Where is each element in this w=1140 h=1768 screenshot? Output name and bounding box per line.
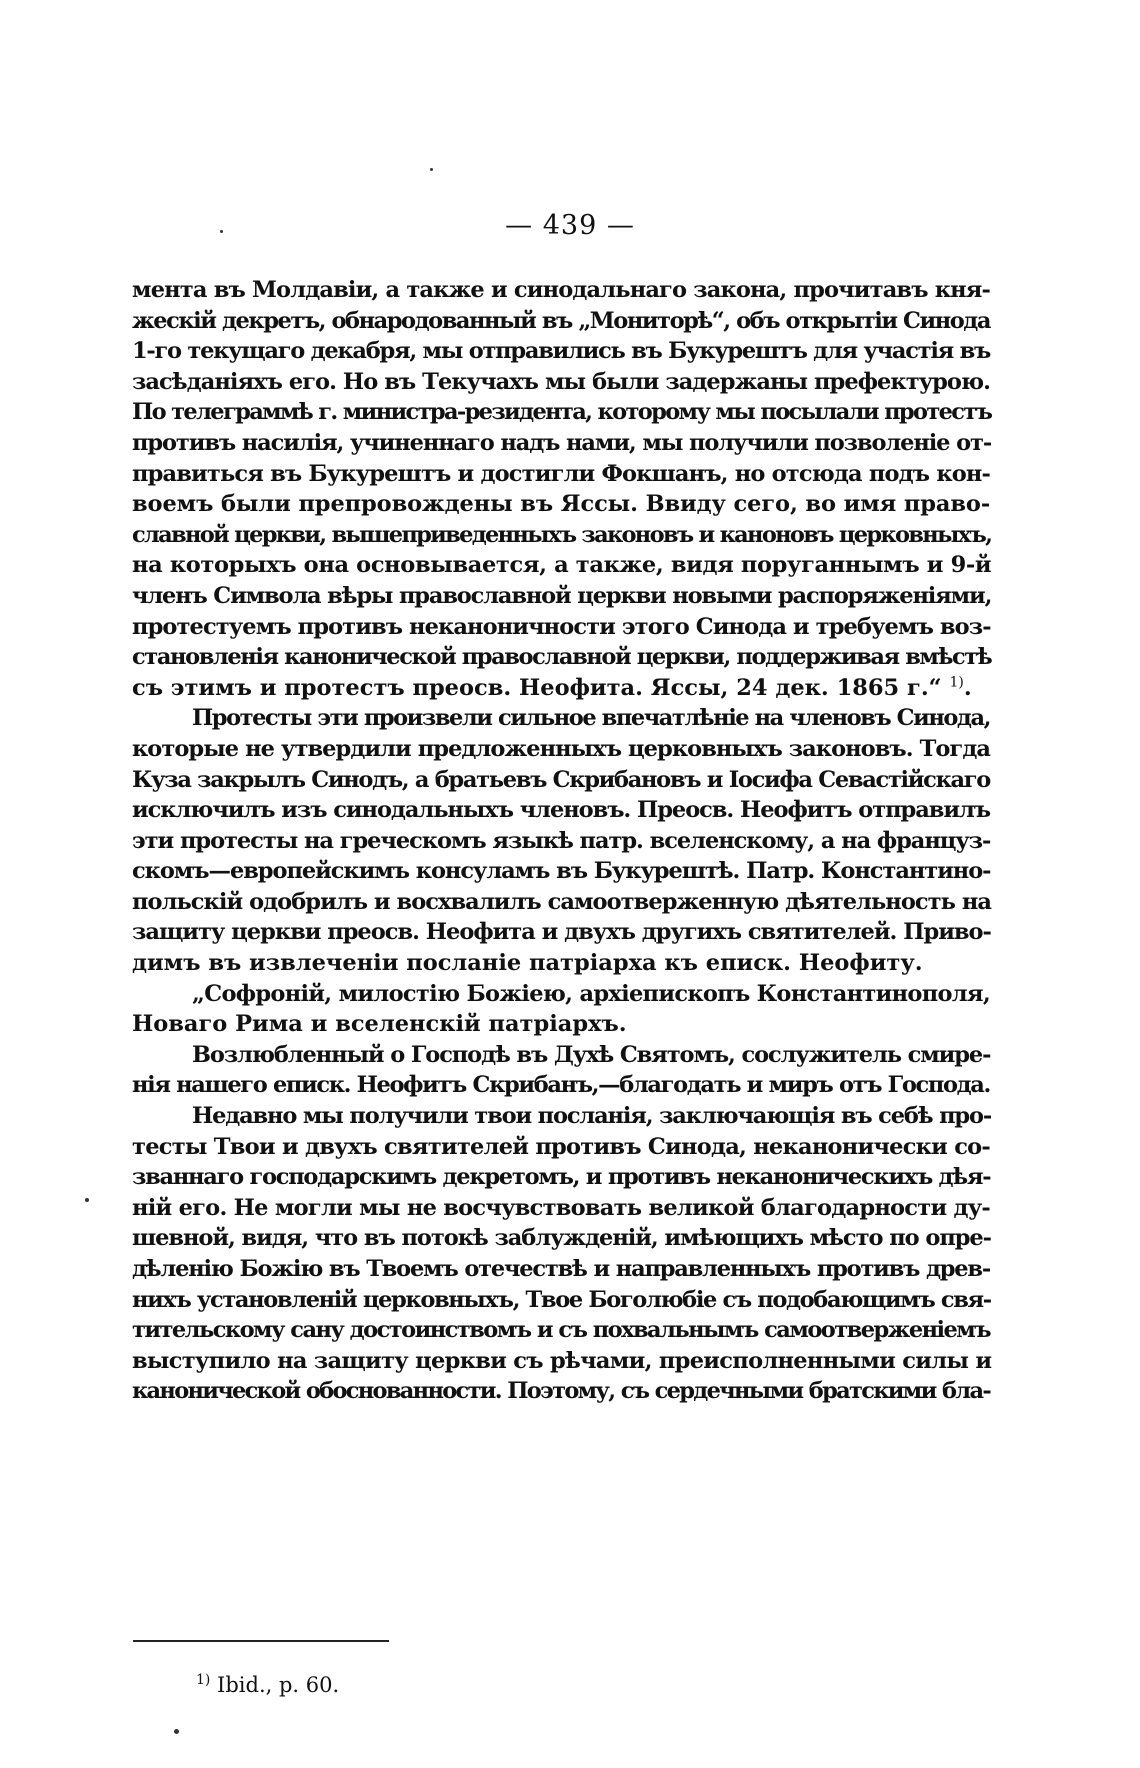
page-number: — 439 — <box>505 210 635 241</box>
paragraph <box>132 703 990 978</box>
text-line: димъ въ извлеченіи посланіе патріарха къ еписк. Неофиту. <box>132 950 923 977</box>
text-line: становленія канонической православной церкви, поддерживая вмѣстѣ <box>132 644 992 671</box>
text-line: Возлюбленный о Господѣ въ Духѣ Святомъ, сослужитель смире- <box>192 1041 991 1068</box>
text-line: канонической обоснованности. Поэтому, съ сердечными братскими бла- <box>132 1378 990 1405</box>
paragraph <box>132 1101 990 1407</box>
text-line: „Софроній, милостію Божіею, архіепископъ Константинополя, <box>192 980 990 1007</box>
scan-speck <box>430 168 433 171</box>
text-line: которые не утвердили предложенныхъ церковныхъ законовъ. Тогда <box>132 735 990 762</box>
footnote-divider <box>133 1640 389 1642</box>
text-segment: . <box>963 674 972 701</box>
text-line: членъ Символа вѣры православной церкви новыми распоряженіями, <box>132 582 992 609</box>
paragraph <box>132 1040 990 1101</box>
text-line: мента въ Молдавіи, а также и синодальнаго закона, прочитавъ кня- <box>132 277 990 303</box>
text-line: тительскому сану достоинствомъ и съ похвальнымъ самоотверженіемъ <box>132 1317 990 1344</box>
paragraph <box>132 979 990 1040</box>
scan-speck <box>174 1729 179 1734</box>
text-line: Протесты эти произвели сильное впечатлѣніе на членовъ Синода, <box>192 705 990 732</box>
text-line: тесты Твои и двухъ святителей противъ Синода, неканонически со- <box>132 1133 990 1160</box>
text-line: воемъ были препровождены въ Яссы. Ввиду сего, во имя право- <box>132 491 991 518</box>
text-line: выступило на защиту церкви съ рѣчами, преисполненными силы и <box>132 1347 992 1374</box>
scan-speck <box>85 1198 89 1202</box>
text-line <box>132 673 990 704</box>
text-line: исключилъ изъ синодальныхъ членовъ. Преосв. Неофитъ отправилъ <box>132 797 990 824</box>
text-line: По телеграммѣ г. министра-резидента, которому мы посылали протестъ <box>132 399 992 426</box>
text-line: шевной, видя, что въ потокѣ заблужденій, имѣющихъ мѣсто по опре- <box>132 1225 991 1252</box>
text-line: ній его. Не могли мы не восчувствовать великой благодарности ду- <box>132 1194 990 1221</box>
body-text <box>132 275 990 1407</box>
text-line: правиться въ Букурештъ и достигли Фокшанъ, но отсюда подъ кон- <box>132 460 990 487</box>
text-line: Новаго Рима и вселенскій патріархъ. <box>132 1011 627 1038</box>
footnote-text: Ibid., p. 60. <box>210 1673 340 1697</box>
footnote-marker: 1) <box>196 1672 211 1688</box>
text-line: противъ насилія, учиненнаго надъ нами, мы получили позволеніе от- <box>132 429 992 456</box>
text-line: Куза закрылъ Синодъ, а братьевъ Скрибановъ и Іосифа Севастійскаго <box>132 766 990 793</box>
paragraph <box>132 275 990 703</box>
text-line: на которыхъ она основывается, а также, видя поруганнымъ и 9-й <box>132 552 992 579</box>
text-line: славной церкви, вышеприведенныхъ законовъ и каноновъ церковныхъ, <box>132 521 992 548</box>
text-line: засѣданіяхъ его. Но въ Текучахъ мы были задержаны префектурою. <box>132 368 990 395</box>
text-line: Недавно мы получили твои посланія, заключающія въ себѣ про- <box>192 1103 992 1130</box>
text-line: защиту церкви преосв. Неофита и двухъ другихъ святителей. Приво- <box>132 919 991 946</box>
text-line: нія нашего еписк. Неофитъ Скрибанъ,—благодать и миръ отъ Господа. <box>132 1072 990 1099</box>
scan-speck <box>220 230 223 233</box>
footnote-reference: 1) <box>949 674 964 691</box>
text-line: скомъ—европейскимъ консуламъ въ Букурештѣ. Патр. Константино- <box>132 858 991 885</box>
text-line: эти протесты на греческомъ языкѣ патр. вселенскому, а на француз- <box>132 827 991 854</box>
text-line: званнаго господарскимъ декретомъ, и противъ неканоническихъ дѣя- <box>132 1164 991 1191</box>
text-line: нихъ установленій церковныхъ, Твое Боголюбіе съ подобающимъ свя- <box>132 1286 991 1313</box>
text-line: протестуемъ противъ неканоничности этого Синода и требуемъ воз- <box>132 613 991 640</box>
footnote <box>196 1672 339 1698</box>
text-line: жескій декретъ, обнародованный въ „Мониторѣ“, объ открытіи Синода <box>132 307 990 334</box>
text-line: польскій одобрилъ и восхвалилъ самоотверженную дѣятельность на <box>132 888 991 915</box>
text-segment: съ этимъ и протестъ преосв. Неофита. Яссы, 24 дек. 1865 г.“ <box>132 674 942 701</box>
text-line: дѣленію Божію въ Твоемъ отечествѣ и направленныхъ противъ древ- <box>132 1256 990 1282</box>
text-line: 1-го текущаго декабря, мы отправились въ Букурештъ для участія въ <box>132 338 990 365</box>
